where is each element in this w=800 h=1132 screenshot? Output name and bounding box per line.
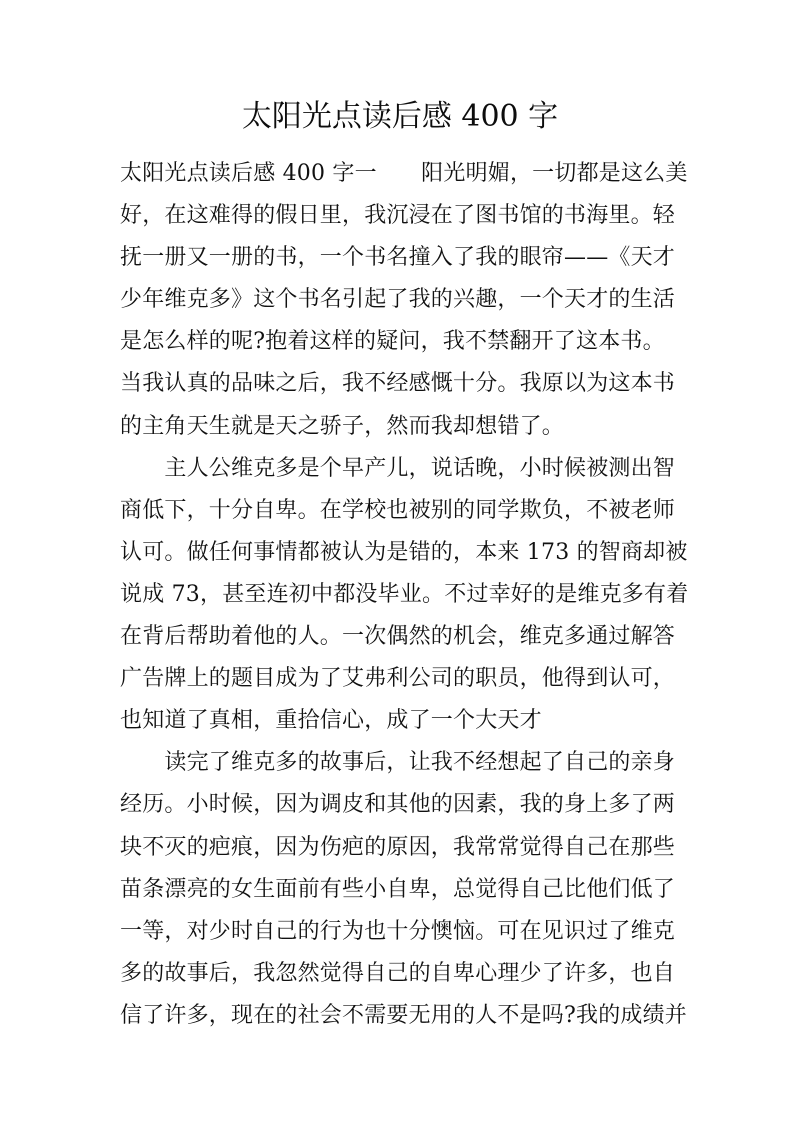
body-line: 抚一册又一册的书，一个书名撞入了我的眼帘——《天才 bbox=[120, 245, 676, 271]
body-line: 的主角天生就是天之骄子，然而我却想错了。 bbox=[120, 413, 565, 439]
body-line: 太阳光点读后感 400 字一 阳光明媚，一切都是这么美 bbox=[120, 161, 688, 186]
document-body bbox=[120, 153, 689, 1037]
body-line: 好，在这难得的假日里，我沉浸在了图书馆的书海里。轻 bbox=[120, 203, 676, 229]
body-line: 经历。小时候，因为调皮和其他的因素，我的身上多了两 bbox=[120, 792, 676, 818]
body-line: 认可。做任何事情都被认为是错的，本来 173 的智商却被 bbox=[120, 539, 688, 565]
body-line: 广告牌上的题目成为了艾弗利公司的职员，他得到认可， bbox=[120, 666, 676, 692]
body-line: 在背后帮助着他的人。一次偶然的机会，维克多通过解答 bbox=[120, 624, 676, 650]
body-line: 当我认真的品味之后，我不经感慨十分。我原以为这本书 bbox=[120, 371, 676, 397]
body-line: 少年维克多》这个书名引起了我的兴趣，一个天才的生活 bbox=[120, 287, 676, 313]
body-line: 是怎么样的呢?抱着这样的疑问，我不禁翻开了这本书。 bbox=[120, 329, 665, 355]
body-line: 多的故事后，我忽然觉得自己的自卑心理少了许多，也自 bbox=[120, 960, 676, 986]
body-line: 苗条漂亮的女生面前有些小自卑，总觉得自己比他们低了 bbox=[120, 876, 676, 902]
body-line: 一等，对少时自己的行为也十分懊恼。可在见识过了维克 bbox=[120, 918, 676, 944]
body-line: 主人公维克多是个早产儿，说话晚，小时候被测出智 bbox=[120, 455, 676, 481]
body-line: 读完了维克多的故事后，让我不经想起了自己的亲身 bbox=[120, 750, 676, 776]
body-line: 也知道了真相，重拾信心，成了一个大天才 bbox=[120, 708, 542, 734]
body-line: 商低下，十分自卑。在学校也被别的同学欺负，不被老师 bbox=[120, 497, 676, 523]
body-line: 信了许多，现在的社会不需要无用的人不是吗?我的成绩并 bbox=[120, 1002, 687, 1028]
body-line: 说成 73，甚至连初中都没毕业。不过幸好的是维克多有着 bbox=[120, 581, 689, 607]
document-title: 太阳光点读后感 400 字 bbox=[241, 99, 559, 134]
body-line: 块不灭的疤痕，因为伤疤的原因，我常常觉得自己在那些 bbox=[120, 834, 676, 860]
